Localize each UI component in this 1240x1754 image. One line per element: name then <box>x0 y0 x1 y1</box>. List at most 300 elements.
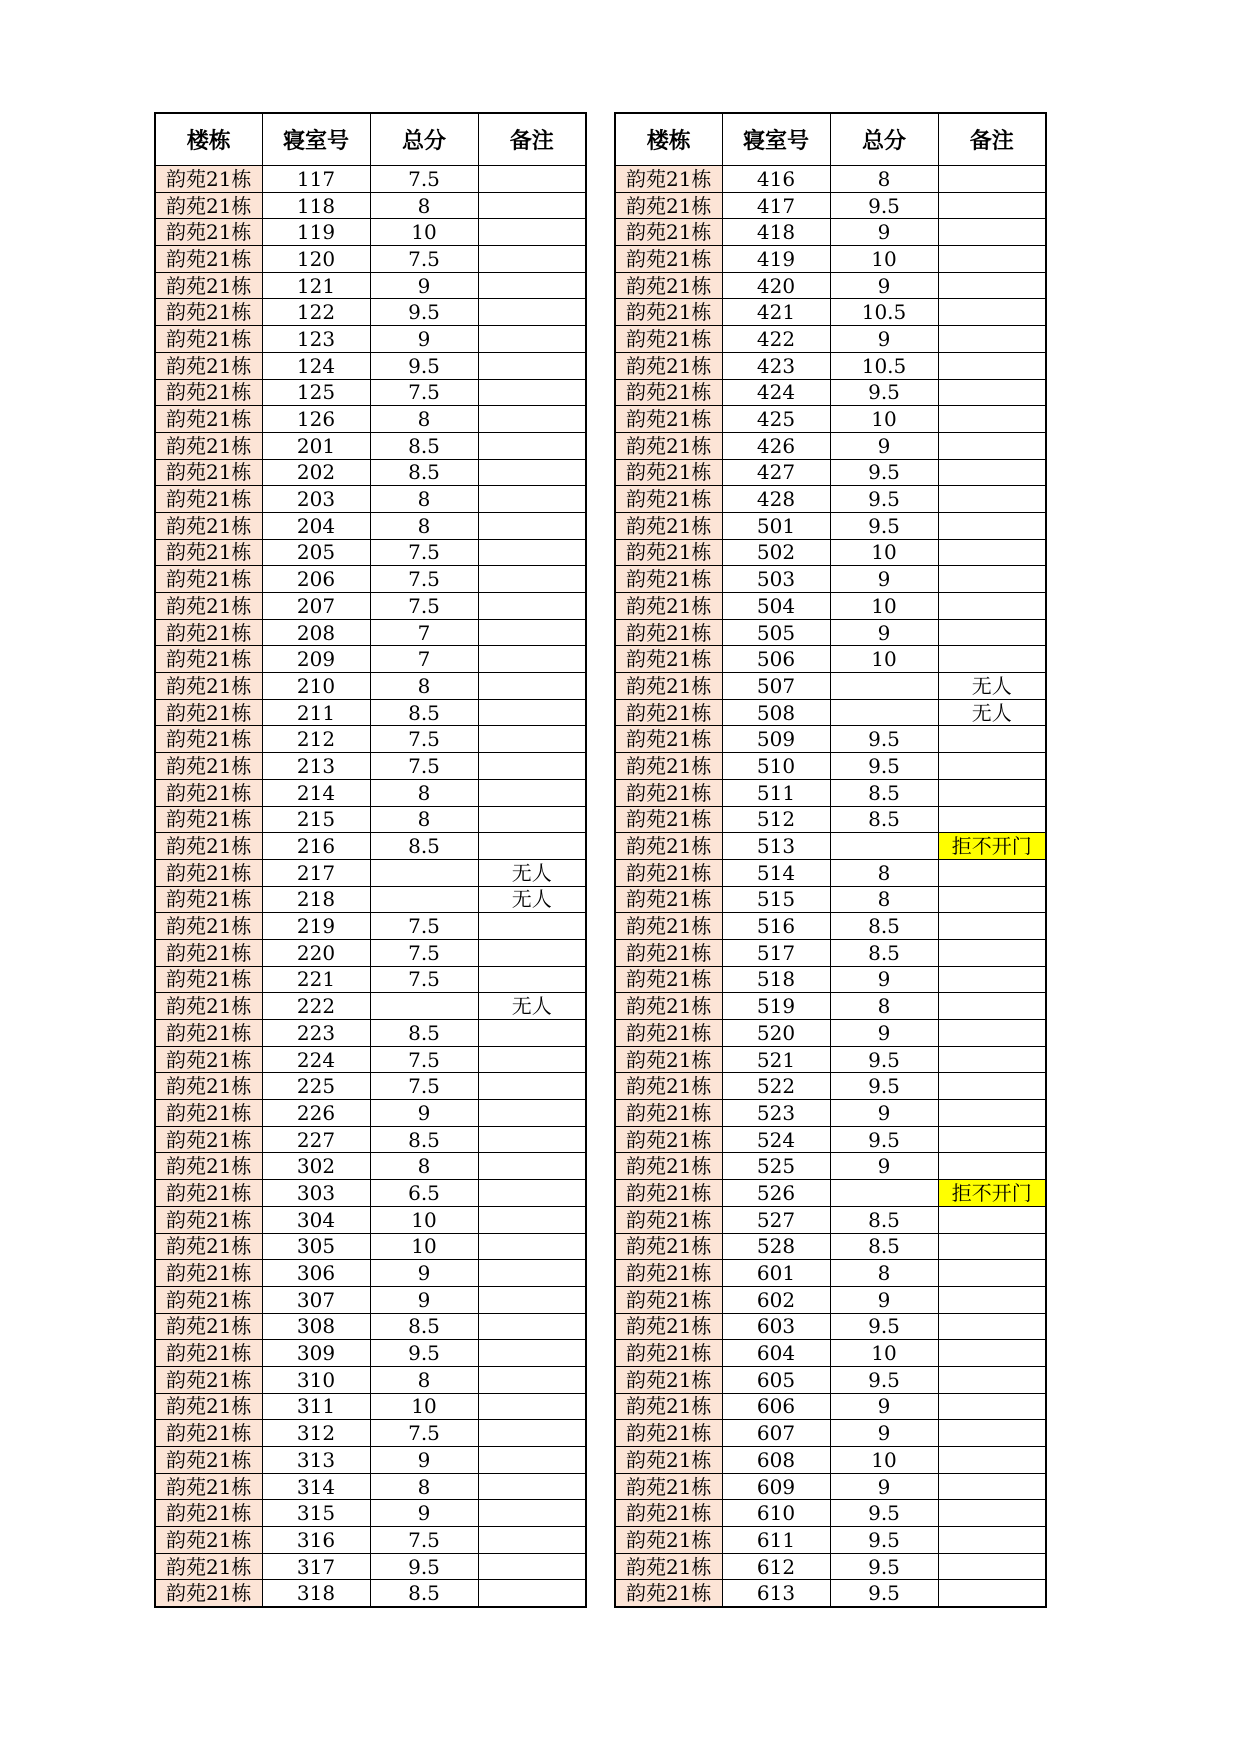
room-cell: 606 <box>722 1393 830 1420</box>
score-cell: 9.5 <box>830 1580 938 1607</box>
building-cell: 韵苑21栋 <box>155 486 262 513</box>
note-cell <box>478 1126 586 1153</box>
room-cell: 213 <box>262 753 370 780</box>
score-cell: 10 <box>830 539 938 566</box>
score-cell: 9.5 <box>370 1553 478 1580</box>
building-cell: 韵苑21栋 <box>155 379 262 406</box>
room-cell: 523 <box>722 1100 830 1127</box>
score-cell: 9 <box>830 1473 938 1500</box>
building-cell: 韵苑21栋 <box>155 326 262 353</box>
room-cell: 122 <box>262 299 370 326</box>
note-cell <box>478 1420 586 1447</box>
building-cell: 韵苑21栋 <box>155 1260 262 1287</box>
score-cell: 9.5 <box>370 299 478 326</box>
score-cell: 9.5 <box>830 1527 938 1554</box>
table-row <box>155 1473 586 1500</box>
room-cell: 123 <box>262 326 370 353</box>
room-cell: 424 <box>722 379 830 406</box>
room-cell: 225 <box>262 1073 370 1100</box>
table-row <box>615 432 1046 459</box>
building-cell: 韵苑21栋 <box>615 1100 722 1127</box>
building-cell: 韵苑21栋 <box>155 352 262 379</box>
room-cell: 505 <box>722 619 830 646</box>
table-row <box>615 379 1046 406</box>
note-cell <box>938 272 1046 299</box>
score-cell: 9 <box>830 326 938 353</box>
building-cell: 韵苑21栋 <box>155 1420 262 1447</box>
header-room: 寝室号 <box>262 113 370 166</box>
note-cell <box>938 939 1046 966</box>
table-row <box>155 1233 586 1260</box>
room-cell: 612 <box>722 1553 830 1580</box>
note-cell <box>938 1420 1046 1447</box>
table-row <box>155 646 586 673</box>
score-cell: 9.5 <box>830 459 938 486</box>
note-cell <box>478 593 586 620</box>
score-cell: 9 <box>370 326 478 353</box>
building-cell: 韵苑21栋 <box>615 246 722 273</box>
score-cell: 8 <box>370 486 478 513</box>
note-cell <box>478 352 586 379</box>
score-cell: 10 <box>370 1206 478 1233</box>
room-cell: 514 <box>722 859 830 886</box>
note-cell <box>478 1340 586 1367</box>
score-cell: 7.5 <box>370 1420 478 1447</box>
building-cell: 韵苑21栋 <box>155 539 262 566</box>
building-cell: 韵苑21栋 <box>155 699 262 726</box>
note-cell <box>478 806 586 833</box>
room-cell: 220 <box>262 939 370 966</box>
building-cell: 韵苑21栋 <box>155 192 262 219</box>
score-cell: 7.5 <box>370 1527 478 1554</box>
room-cell: 310 <box>262 1366 370 1393</box>
room-cell: 218 <box>262 886 370 913</box>
note-cell <box>938 646 1046 673</box>
table-row <box>615 1126 1046 1153</box>
table-row <box>155 1046 586 1073</box>
note-cell <box>478 486 586 513</box>
score-cell: 9.5 <box>830 512 938 539</box>
score-cell: 8.5 <box>370 1313 478 1340</box>
table-row <box>155 673 586 700</box>
room-cell: 609 <box>722 1473 830 1500</box>
building-cell: 韵苑21栋 <box>615 646 722 673</box>
score-cell: 8 <box>370 512 478 539</box>
score-cell: 9.5 <box>830 753 938 780</box>
note-cell <box>938 1366 1046 1393</box>
room-cell: 125 <box>262 379 370 406</box>
table-row <box>155 1100 586 1127</box>
building-cell: 韵苑21栋 <box>615 886 722 913</box>
room-cell: 507 <box>722 673 830 700</box>
room-cell: 518 <box>722 966 830 993</box>
building-cell: 韵苑21栋 <box>155 566 262 593</box>
building-cell: 韵苑21栋 <box>615 1393 722 1420</box>
room-cell: 318 <box>262 1580 370 1607</box>
score-cell: 9.5 <box>830 1553 938 1580</box>
score-cell: 9 <box>370 272 478 299</box>
note-cell <box>938 1100 1046 1127</box>
building-cell: 韵苑21栋 <box>155 1206 262 1233</box>
score-cell: 8.5 <box>370 833 478 860</box>
note-cell: 拒不开门 <box>938 833 1046 860</box>
score-cell: 9.5 <box>830 1500 938 1527</box>
score-cell: 7.5 <box>370 166 478 193</box>
room-cell: 501 <box>722 512 830 539</box>
table-body-right <box>615 166 1046 1608</box>
room-cell: 202 <box>262 459 370 486</box>
room-cell: 517 <box>722 939 830 966</box>
building-cell: 韵苑21栋 <box>155 1580 262 1607</box>
room-cell: 604 <box>722 1340 830 1367</box>
table-row <box>155 859 586 886</box>
building-cell: 韵苑21栋 <box>615 1126 722 1153</box>
score-cell <box>830 699 938 726</box>
table-row <box>155 1020 586 1047</box>
building-cell: 韵苑21栋 <box>615 1313 722 1340</box>
note-cell <box>938 1580 1046 1607</box>
building-cell: 韵苑21栋 <box>155 779 262 806</box>
room-cell: 416 <box>722 166 830 193</box>
score-cell: 9.5 <box>830 1126 938 1153</box>
room-cell: 124 <box>262 352 370 379</box>
score-cell: 7.5 <box>370 939 478 966</box>
score-cell: 8 <box>370 1153 478 1180</box>
building-cell: 韵苑21栋 <box>155 726 262 753</box>
room-cell: 117 <box>262 166 370 193</box>
score-cell: 9.5 <box>830 726 938 753</box>
note-cell <box>478 1313 586 1340</box>
note-cell <box>478 1500 586 1527</box>
note-cell <box>938 779 1046 806</box>
building-cell: 韵苑21栋 <box>615 219 722 246</box>
building-cell: 韵苑21栋 <box>615 512 722 539</box>
note-cell <box>938 753 1046 780</box>
table-row <box>615 352 1046 379</box>
building-cell: 韵苑21栋 <box>155 166 262 193</box>
table-row <box>615 272 1046 299</box>
table-row <box>615 1073 1046 1100</box>
note-cell <box>938 1527 1046 1554</box>
building-cell: 韵苑21栋 <box>615 1286 722 1313</box>
table-row <box>155 1393 586 1420</box>
table-row <box>615 1447 1046 1474</box>
score-cell: 8 <box>370 806 478 833</box>
note-cell <box>938 512 1046 539</box>
room-cell: 420 <box>722 272 830 299</box>
note-cell <box>938 326 1046 353</box>
score-cell: 10 <box>370 1233 478 1260</box>
room-cell: 503 <box>722 566 830 593</box>
room-cell: 316 <box>262 1527 370 1554</box>
note-cell <box>478 566 586 593</box>
building-cell: 韵苑21栋 <box>155 619 262 646</box>
building-cell: 韵苑21栋 <box>615 993 722 1020</box>
table-row <box>615 1100 1046 1127</box>
note-cell <box>478 246 586 273</box>
building-cell: 韵苑21栋 <box>615 352 722 379</box>
note-cell: 无人 <box>478 859 586 886</box>
score-cell: 10 <box>830 406 938 433</box>
note-cell <box>938 1500 1046 1527</box>
building-cell: 韵苑21栋 <box>155 1286 262 1313</box>
building-cell: 韵苑21栋 <box>615 1073 722 1100</box>
building-cell: 韵苑21栋 <box>615 272 722 299</box>
room-cell: 317 <box>262 1553 370 1580</box>
note-cell <box>938 886 1046 913</box>
score-cell: 6.5 <box>370 1180 478 1207</box>
note-cell <box>478 1153 586 1180</box>
building-cell: 韵苑21栋 <box>155 1393 262 1420</box>
room-cell: 219 <box>262 913 370 940</box>
table-row <box>155 966 586 993</box>
room-cell: 221 <box>262 966 370 993</box>
table-row <box>615 1473 1046 1500</box>
room-cell: 427 <box>722 459 830 486</box>
score-cell: 9.5 <box>830 486 938 513</box>
table-row <box>615 699 1046 726</box>
building-cell: 韵苑21栋 <box>615 1180 722 1207</box>
building-cell: 韵苑21栋 <box>615 379 722 406</box>
table-row <box>615 192 1046 219</box>
score-cell: 9 <box>370 1500 478 1527</box>
building-cell: 韵苑21栋 <box>615 1260 722 1287</box>
building-cell: 韵苑21栋 <box>155 432 262 459</box>
room-cell: 519 <box>722 993 830 1020</box>
building-cell: 韵苑21栋 <box>615 299 722 326</box>
room-cell: 428 <box>722 486 830 513</box>
room-cell: 601 <box>722 1260 830 1287</box>
score-cell: 7.5 <box>370 1073 478 1100</box>
room-cell: 607 <box>722 1420 830 1447</box>
score-cell <box>830 1180 938 1207</box>
score-cell <box>370 886 478 913</box>
room-cell: 226 <box>262 1100 370 1127</box>
room-cell: 208 <box>262 619 370 646</box>
room-cell: 315 <box>262 1500 370 1527</box>
note-cell <box>478 512 586 539</box>
table-row <box>615 753 1046 780</box>
room-cell: 522 <box>722 1073 830 1100</box>
note-cell: 拒不开门 <box>938 1180 1046 1207</box>
table-row <box>615 539 1046 566</box>
building-cell: 韵苑21栋 <box>155 1073 262 1100</box>
building-cell: 韵苑21栋 <box>615 326 722 353</box>
score-cell: 10.5 <box>830 299 938 326</box>
score-cell <box>830 833 938 860</box>
table-row <box>155 1153 586 1180</box>
room-cell: 423 <box>722 352 830 379</box>
note-cell <box>478 272 586 299</box>
note-cell <box>938 299 1046 326</box>
score-cell: 9 <box>370 1286 478 1313</box>
score-cell: 7 <box>370 619 478 646</box>
header-building: 楼栋 <box>155 113 262 166</box>
note-cell <box>478 1180 586 1207</box>
building-cell: 韵苑21栋 <box>155 272 262 299</box>
table-row <box>155 1206 586 1233</box>
note-cell <box>938 166 1046 193</box>
building-cell: 韵苑21栋 <box>615 806 722 833</box>
header-score: 总分 <box>830 113 938 166</box>
note-cell <box>478 1100 586 1127</box>
table-row <box>615 1206 1046 1233</box>
building-cell: 韵苑21栋 <box>615 1500 722 1527</box>
note-cell <box>478 326 586 353</box>
room-cell: 419 <box>722 246 830 273</box>
building-cell: 韵苑21栋 <box>615 486 722 513</box>
table-row <box>615 219 1046 246</box>
building-cell: 韵苑21栋 <box>155 859 262 886</box>
room-cell: 224 <box>262 1046 370 1073</box>
table-body-left <box>155 166 586 1608</box>
score-cell: 7.5 <box>370 913 478 940</box>
building-cell: 韵苑21栋 <box>615 1366 722 1393</box>
room-cell: 509 <box>722 726 830 753</box>
room-cell: 214 <box>262 779 370 806</box>
table-row <box>155 1527 586 1554</box>
table-row <box>615 1393 1046 1420</box>
table-row <box>615 966 1046 993</box>
building-cell: 韵苑21栋 <box>615 913 722 940</box>
score-cell: 8 <box>370 192 478 219</box>
room-cell: 215 <box>262 806 370 833</box>
score-cell: 9.5 <box>370 1340 478 1367</box>
header-row <box>155 113 586 166</box>
note-cell <box>478 432 586 459</box>
table-row <box>155 1313 586 1340</box>
building-cell: 韵苑21栋 <box>155 1553 262 1580</box>
score-cell: 9 <box>830 619 938 646</box>
building-cell: 韵苑21栋 <box>155 939 262 966</box>
room-cell: 308 <box>262 1313 370 1340</box>
room-cell: 307 <box>262 1286 370 1313</box>
building-cell: 韵苑21栋 <box>155 1340 262 1367</box>
note-cell <box>938 1020 1046 1047</box>
score-cell: 7.5 <box>370 966 478 993</box>
note-cell <box>938 432 1046 459</box>
table-row <box>155 192 586 219</box>
note-cell <box>478 192 586 219</box>
building-cell: 韵苑21栋 <box>615 593 722 620</box>
note-cell <box>478 219 586 246</box>
score-cell: 9.5 <box>830 379 938 406</box>
note-cell <box>478 726 586 753</box>
score-cell: 8 <box>830 993 938 1020</box>
score-cell: 9 <box>830 1393 938 1420</box>
building-cell: 韵苑21栋 <box>155 1527 262 1554</box>
note-cell <box>478 1473 586 1500</box>
building-cell: 韵苑21栋 <box>155 1233 262 1260</box>
building-cell: 韵苑21栋 <box>615 459 722 486</box>
table-row <box>615 1313 1046 1340</box>
building-cell: 韵苑21栋 <box>155 1366 262 1393</box>
note-cell <box>478 1046 586 1073</box>
table-row <box>155 1420 586 1447</box>
room-cell: 508 <box>722 699 830 726</box>
building-cell: 韵苑21栋 <box>615 1206 722 1233</box>
note-cell <box>938 539 1046 566</box>
table-row <box>615 1580 1046 1607</box>
score-cell: 7.5 <box>370 246 478 273</box>
table-row <box>155 1340 586 1367</box>
table-row <box>615 1500 1046 1527</box>
note-cell <box>478 406 586 433</box>
table-row <box>615 913 1046 940</box>
note-cell: 无人 <box>478 886 586 913</box>
score-cell: 7.5 <box>370 539 478 566</box>
building-cell: 韵苑21栋 <box>615 753 722 780</box>
room-cell: 303 <box>262 1180 370 1207</box>
header-score: 总分 <box>370 113 478 166</box>
note-cell <box>478 1447 586 1474</box>
room-cell: 302 <box>262 1153 370 1180</box>
note-cell <box>478 913 586 940</box>
score-cell: 9 <box>830 1020 938 1047</box>
score-cell: 8.5 <box>830 939 938 966</box>
table-row <box>155 539 586 566</box>
score-cell: 10 <box>370 219 478 246</box>
table-row <box>155 486 586 513</box>
score-cell: 10 <box>370 1393 478 1420</box>
building-cell: 韵苑21栋 <box>155 406 262 433</box>
note-cell <box>938 1553 1046 1580</box>
table-row <box>615 1046 1046 1073</box>
building-cell: 韵苑21栋 <box>615 1233 722 1260</box>
building-cell: 韵苑21栋 <box>155 459 262 486</box>
room-cell: 227 <box>262 1126 370 1153</box>
score-cell: 10 <box>830 1447 938 1474</box>
note-cell <box>478 1286 586 1313</box>
note-cell: 无人 <box>938 673 1046 700</box>
score-cell <box>370 993 478 1020</box>
building-cell: 韵苑21栋 <box>155 966 262 993</box>
room-cell: 313 <box>262 1447 370 1474</box>
room-cell: 207 <box>262 593 370 620</box>
table-row <box>615 1233 1046 1260</box>
note-cell <box>478 833 586 860</box>
table-row <box>155 166 586 193</box>
table-row <box>155 1500 586 1527</box>
table-row <box>155 1073 586 1100</box>
score-cell: 10 <box>830 646 938 673</box>
score-cell <box>370 859 478 886</box>
score-cell: 8 <box>370 1366 478 1393</box>
note-cell <box>938 406 1046 433</box>
score-cell: 8.5 <box>830 806 938 833</box>
score-cell: 9.5 <box>830 1073 938 1100</box>
room-cell: 205 <box>262 539 370 566</box>
note-cell <box>938 859 1046 886</box>
table-row <box>615 619 1046 646</box>
score-cell: 7.5 <box>370 1046 478 1073</box>
building-cell: 韵苑21栋 <box>615 939 722 966</box>
score-cell: 9.5 <box>370 352 478 379</box>
building-cell: 韵苑21栋 <box>155 1153 262 1180</box>
header-row <box>615 113 1046 166</box>
note-cell <box>938 459 1046 486</box>
room-cell: 126 <box>262 406 370 433</box>
table-row <box>615 993 1046 1020</box>
table-row <box>155 379 586 406</box>
table-row <box>615 1153 1046 1180</box>
room-cell: 314 <box>262 1473 370 1500</box>
note-cell <box>938 219 1046 246</box>
room-cell: 417 <box>722 192 830 219</box>
room-cell: 312 <box>262 1420 370 1447</box>
room-cell: 527 <box>722 1206 830 1233</box>
building-cell: 韵苑21栋 <box>155 299 262 326</box>
